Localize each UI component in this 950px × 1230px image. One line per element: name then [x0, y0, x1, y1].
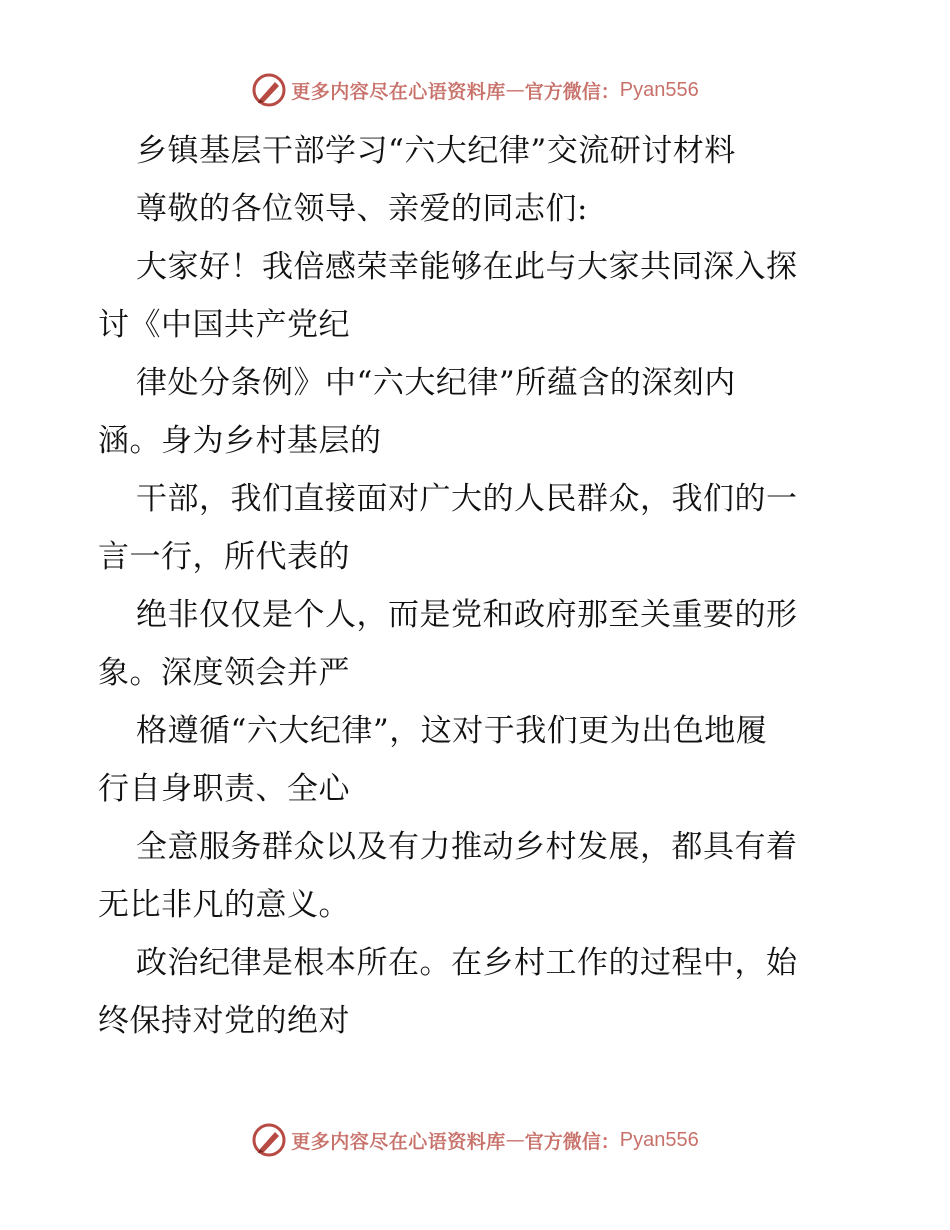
paragraph-line: 无比非凡的意义。: [98, 887, 350, 923]
paragraph-line: 终保持对党的绝对: [98, 1003, 350, 1039]
paragraph-line: 行自身职责、全心: [98, 771, 350, 807]
paragraph-line: 大家好！我倍感荣幸能够在此与大家共同深入探: [136, 249, 798, 285]
banner-brand: 更多内容尽在心语资料库: [291, 80, 506, 103]
paragraph-line: 涵。身为乡村基层的: [98, 423, 382, 459]
banner-separator: —: [505, 79, 525, 101]
paragraph-line: 象。深度领会并严: [98, 655, 350, 691]
banner-wechat-label: 官方微信：: [524, 1130, 620, 1153]
paragraph-line: 律处分条例》中“六大纪律”所蕴含的深刻内: [136, 365, 736, 401]
paragraph-line: 格遵循“六大纪律”，这对于我们更为出色地履: [136, 713, 768, 749]
banner-wechat-id: Pyan556: [619, 78, 699, 101]
banner-wechat-label: 官方微信：: [524, 80, 620, 103]
paragraph-line: 讨《中国共产党纪: [98, 307, 350, 343]
paragraph-line: 干部，我们直接面对广大的人民群众，我们的一: [136, 481, 798, 517]
pen-logo-icon: [251, 1122, 287, 1158]
pen-logo-icon: [251, 72, 287, 108]
salutation: 尊敬的各位领导、亲爱的同志们:: [136, 191, 588, 227]
paragraph-line: 绝非仅仅是个人，而是党和政府那至关重要的形: [136, 597, 798, 633]
banner-separator: —: [505, 1129, 525, 1151]
doc-title: 乡镇基层干部学习“六大纪律”交流研讨材料: [136, 133, 736, 169]
document-body: [98, 122, 858, 1050]
header-watermark: [0, 68, 950, 112]
paragraph-line: 政治纪律是根本所在。在乡村工作的过程中，始: [136, 945, 798, 981]
footer-watermark: [0, 1118, 950, 1162]
paragraph-line: 全意服务群众以及有力推动乡村发展，都具有着: [136, 829, 798, 865]
paragraph-line: 言一行，所代表的: [98, 539, 350, 575]
banner-wechat-id: Pyan556: [619, 1128, 699, 1151]
banner-brand: 更多内容尽在心语资料库: [291, 1130, 506, 1153]
